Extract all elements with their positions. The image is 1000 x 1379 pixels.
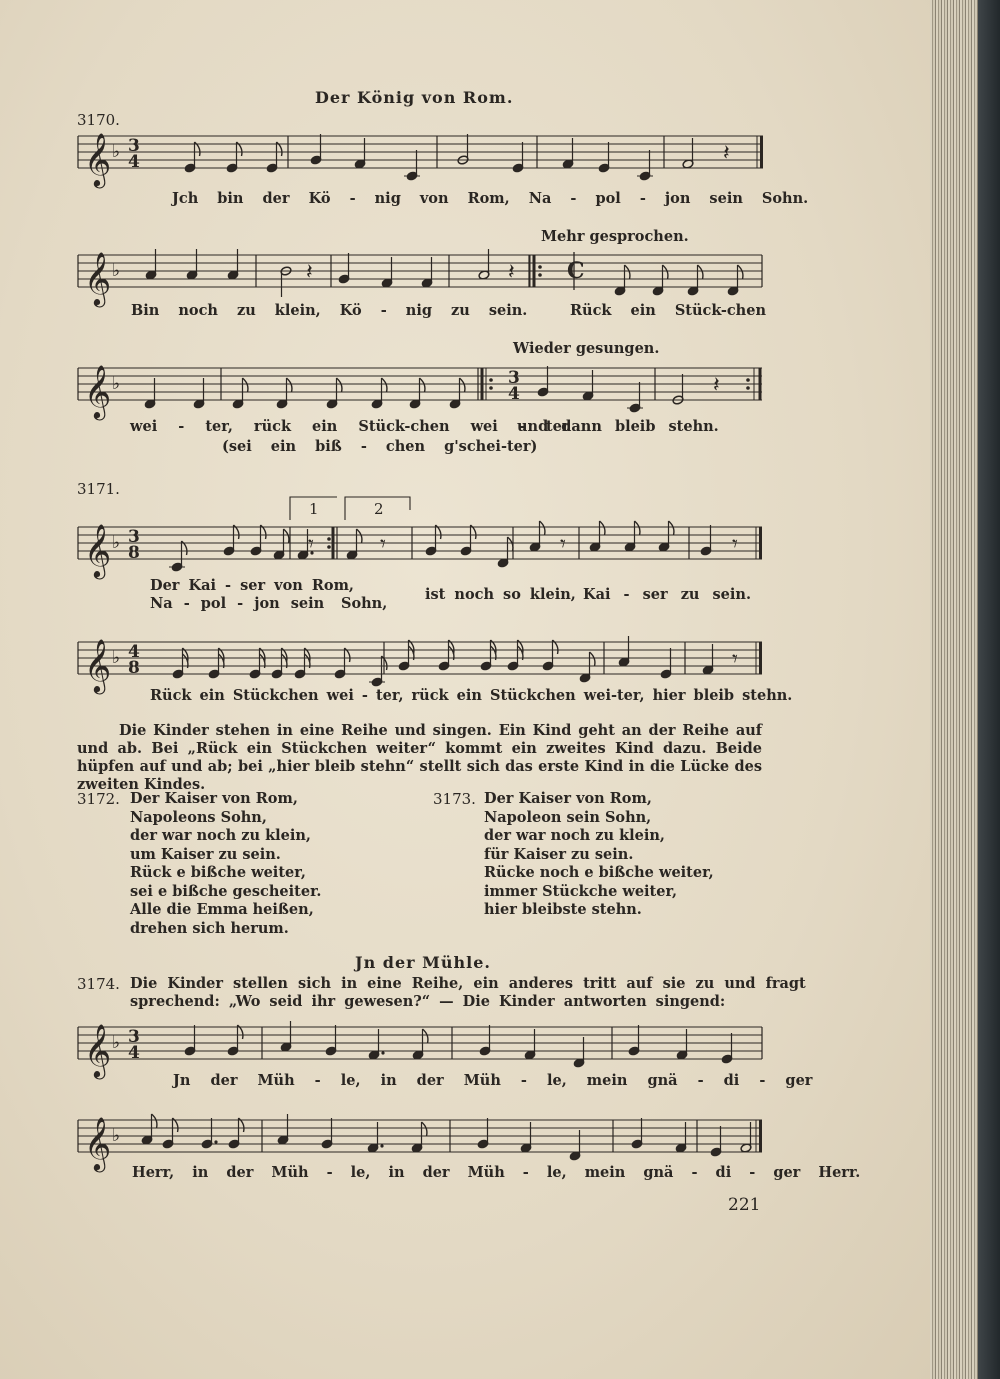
note-flag (284, 529, 289, 543)
direction-wieder-gesungen: Wieder gesungen. (513, 340, 660, 357)
verse-3173 (484, 790, 714, 920)
time-signature-bottom: 4 (128, 152, 140, 172)
quarter-rest: 𝄽 (306, 260, 313, 285)
description-3171: Die Kinder stehen in eine Reihe und singen. Ein Kind geht an der Reihe auf und ab. Bei „Rück ein Stückchen weiter“ kommt ein zweites Kind dazu. Beide hüpfen auf und ab; bei „hier bleib stehn“ stellt sich das erste Kind in die Lücke des zweiten Kindes. (77, 722, 762, 793)
note-flag (625, 265, 630, 279)
eighth-rest: 𝄾 (308, 532, 314, 557)
volta-1: 1 (309, 500, 319, 518)
verse-line: Rück e bißche weiter, (130, 864, 306, 881)
quarter-rest: 𝄽 (723, 141, 730, 166)
time-signature-bottom: 8 (128, 543, 140, 563)
intro-3174-line2: sprechend: „Wo seid ihr gewesen?“ — Die Kinder antworten singend: (130, 993, 726, 1010)
eighth-rest: 𝄾 (732, 647, 738, 672)
flat-key-signature: ♭ (112, 1126, 121, 1146)
lyrics-3171-line1a: Der Kai - ser von Rom, (150, 577, 354, 594)
time-signature-top: 3 (508, 368, 520, 388)
note-flag (698, 265, 703, 279)
verse-line: der war noch zu klein, (130, 827, 311, 844)
time-signature-bottom: 8 (128, 658, 140, 678)
lyrics-3171-line1e: Kai - ser zu sein. (583, 586, 752, 603)
repeat-dot (327, 545, 331, 549)
verse-line: drehen sich herum. (130, 919, 289, 937)
lyrics-3170-line2b: Rück ein Stück-chen (570, 302, 766, 319)
treble-clef: 𝄞 (84, 523, 112, 577)
eighth-rest: 𝄾 (560, 532, 566, 557)
note-flag (243, 378, 248, 392)
flat-key-signature: ♭ (112, 142, 121, 162)
verse-line: Alle die Emma heißen, (130, 901, 314, 918)
note-flag (540, 521, 545, 535)
note-flag (357, 529, 362, 543)
verse-3172 (130, 790, 321, 938)
time-signature-top: 4 (128, 642, 140, 662)
flat-key-signature: ♭ (112, 261, 121, 281)
song-number-3172: 3172. (77, 790, 120, 808)
dotted-note-dot (214, 1140, 217, 1143)
dotted-note-dot (380, 1144, 383, 1147)
song-number-3171: 3171. (77, 480, 120, 498)
lyrics-3174-line1: Jn der Müh - le, in der Müh - le, mein gnä - di - ger (173, 1072, 813, 1089)
note-flag (590, 652, 595, 666)
verse-line: für Kaiser zu sein. (484, 845, 634, 863)
treble-clef: 𝄞 (84, 364, 112, 418)
note-flag (663, 265, 668, 279)
quarter-rest: 𝄽 (713, 373, 720, 398)
lyrics-3171-line1c: Sohn, (341, 595, 388, 612)
note-flag (287, 378, 292, 392)
page-number: 221 (728, 1195, 761, 1215)
lyrics-3170-line3-alternative: (sei ein biß - chen g'schei-ter) (222, 438, 538, 455)
note-flag (422, 1122, 427, 1136)
lyrics-3170-line3b: und dann bleib stehn. (517, 418, 719, 435)
lyrics-3171-line2: Rück ein Stückchen wei - ter, rück ein Stückchen wei-ter, hier bleib stehn. (150, 687, 793, 704)
verse-line: hier bleibste stehn. (484, 901, 642, 918)
treble-clef: 𝄞 (84, 1116, 112, 1170)
lyrics-3171-line1b: Na - pol - jon sein (150, 595, 325, 612)
verse-line: Napoleons Sohn, (130, 808, 267, 826)
intro-3174-line1: Die Kinder stellen sich in eine Reihe, ein anderes tritt auf sie zu und fragt (130, 975, 806, 992)
verse-line: Rücke noch e bißche weiter, (484, 864, 714, 881)
verse-line: immer Stückche weiter, (484, 882, 678, 900)
lyrics-3170-line1: Jch bin der Kö - nig von Rom, Na - pol - jon sein Sohn. (172, 190, 809, 207)
repeat-dot (746, 378, 750, 382)
verse-line: Napoleon sein Sohn, (484, 808, 652, 826)
note-flag (669, 521, 674, 535)
treble-clef: 𝄞 (84, 1023, 112, 1077)
repeat-dot (489, 378, 493, 382)
treble-clef: 𝄞 (84, 132, 112, 186)
song-number-3170: 3170. (77, 111, 120, 129)
verse-line: der war noch zu klein, (484, 827, 665, 844)
note-flag (508, 537, 513, 551)
flat-key-signature: ♭ (112, 374, 121, 394)
time-signature-top: 3 (128, 136, 140, 156)
time-signature-bottom: 4 (508, 384, 520, 404)
verse-line: um Kaiser zu sein. (130, 845, 281, 863)
note-flag (635, 521, 640, 535)
verse-line: Der Kaiser von Rom, (130, 790, 298, 807)
quarter-rest: 𝄽 (508, 260, 515, 285)
time-signature-bottom: 4 (128, 1043, 140, 1063)
verse-line: Der Kaiser von Rom, (484, 790, 652, 807)
note-flag (382, 378, 387, 392)
lyrics-3170-line2a: Bin noch zu klein, Kö - nig zu sein. (131, 302, 528, 319)
note-flag (152, 1114, 157, 1128)
repeat-dot (746, 386, 750, 390)
flat-key-signature: ♭ (112, 533, 121, 553)
time-signature-top: 3 (128, 527, 140, 547)
treble-clef: 𝄞 (84, 638, 112, 692)
repeat-dot (538, 273, 542, 277)
repeat-dot (327, 537, 331, 541)
repeat-dot (538, 265, 542, 269)
lyrics-3170-line3a: wei - ter, rück ein Stück-chen wei - ter (130, 418, 570, 435)
note-flag (423, 1029, 428, 1043)
eighth-rest: 𝄾 (732, 532, 738, 557)
direction-mehr-gesprochen: Mehr gesprochen. (541, 228, 689, 245)
note-flag (420, 378, 425, 392)
lyrics-3171-line1d: ist noch so klein, (425, 586, 576, 603)
treble-clef: 𝄞 (84, 251, 112, 305)
time-signature-top: 3 (128, 1027, 140, 1047)
eighth-rest: 𝄾 (380, 532, 386, 557)
note-flag (337, 378, 342, 392)
verse-line: sei e bißche gescheiter. (130, 882, 322, 900)
note-flag (738, 265, 743, 279)
flat-key-signature: ♭ (112, 648, 121, 668)
common-time-signature: C (567, 258, 585, 284)
lyrics-3174-line2: Herr, in der Müh - le, in der Müh - le, mein gnä - di - ger Herr. (132, 1164, 861, 1181)
song-title-in-der-muehle: Jn der Mühle. (355, 953, 491, 972)
flat-key-signature: ♭ (112, 1033, 121, 1053)
song-title-koenig-von-rom: Der König von Rom. (315, 88, 514, 107)
repeat-dot (489, 386, 493, 390)
song-number-3174: 3174. (77, 975, 120, 993)
note-flag (600, 521, 605, 535)
song-number-3173: 3173. (433, 790, 476, 808)
note-flag (460, 378, 465, 392)
dotted-note-dot (381, 1051, 384, 1054)
volta-2: 2 (374, 500, 384, 518)
